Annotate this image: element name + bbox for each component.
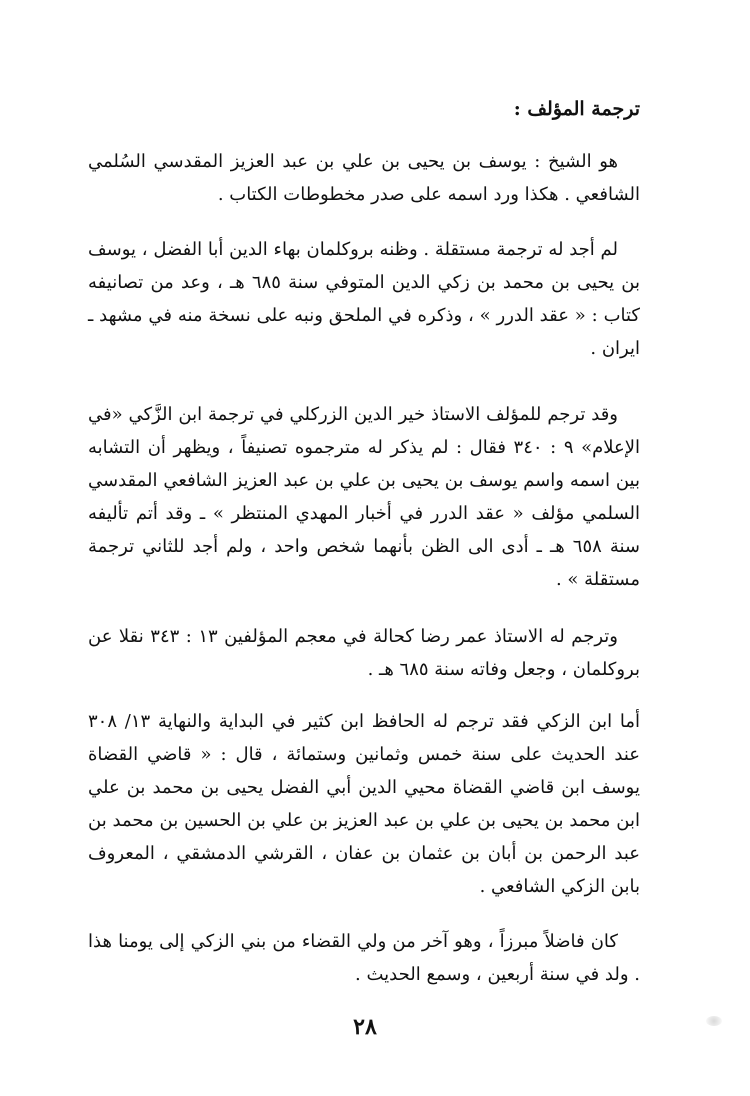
paragraph-author-name: هو الشيخ : يوسف بن يحيى بن علي بن عبد العزيز المقدسي السُلمي الشافعي . هكذا ورد اسمه على صدر مخطوطات الكتاب . [88,151,640,205]
paragraph-brockelmann: لم أجد له ترجمة مستقلة . وظنه بروكلمان بهاء الدين أبا الفضل ، يوسف بن يحيى بن محمد بن زكي الدين المتوفي سنة ٦٨٥ هـ ، وعد من تصانيفه كتاب : « عقد الدرر » ، وذكره في الملحق ونبه على نسخة منه في مشهد ـ ايران . [88,239,640,359]
scan-smudge [706,1016,722,1026]
page-number: ٢٨ [353,1014,377,1040]
paragraph-kahhala: وترجم له الاستاذ عمر رضا كحالة في معجم المؤلفين ١٣ : ٣٤٣ نقلا عن بروكلمان ، وجعل وفاته سنة ٦٨٥ هـ . [88,626,640,680]
paragraph-ibn-kathir: أما ابن الزكي فقد ترجم له الحافظ ابن كثير في البداية والنهاية ١٣/ ٣٠٨ عند الحديث على سنة خمس وثمانين وستمائة ، قال : « قاضي القضاة يوسف ابن قاضي القضاة محيي الدين أبي الفضل يحيى بن محمد بن علي ابن محمد بن يحيى بن علي بن عبد العزيز بن علي بن الحسين بن محمد بن عبد الرحمن بن أبان بن عثمان بن عفان ، القرشي الدمشقي ، المعروف بابن الزكي الشافعي . [88,711,640,897]
paragraph-biography: كان فاضلاً مبرزاً ، وهو آخر من ولي القضاء من بني الزكي إلى يومنا هذا . ولد في سنة أربعين ، وسمع الحديث . [88,931,640,985]
section-heading: ترجمة المؤلف : [513,98,640,120]
paragraph-zirikli: وقد ترجم للمؤلف الاستاذ خير الدين الزركلي في ترجمة ابن الزَّكي «في الإعلام» ٩ : ٣٤٠ فقال : لم يذكر له مترجموه تصنيفاً ، ويظهر أن التشابه بين اسمه واسم يوسف بن يحيى بن علي بن عبد العزيز الشافعي المقدسي السلمي مؤلف « عقد الدرر في أخبار المهدي المنتظر » ـ وقد أتم تأليفه سنة ٦٥٨ هـ ـ أدى الى الظن بأنهما شخص واحد ، ولم أجد للثاني ترجمة مستقلة » . [88,404,640,590]
